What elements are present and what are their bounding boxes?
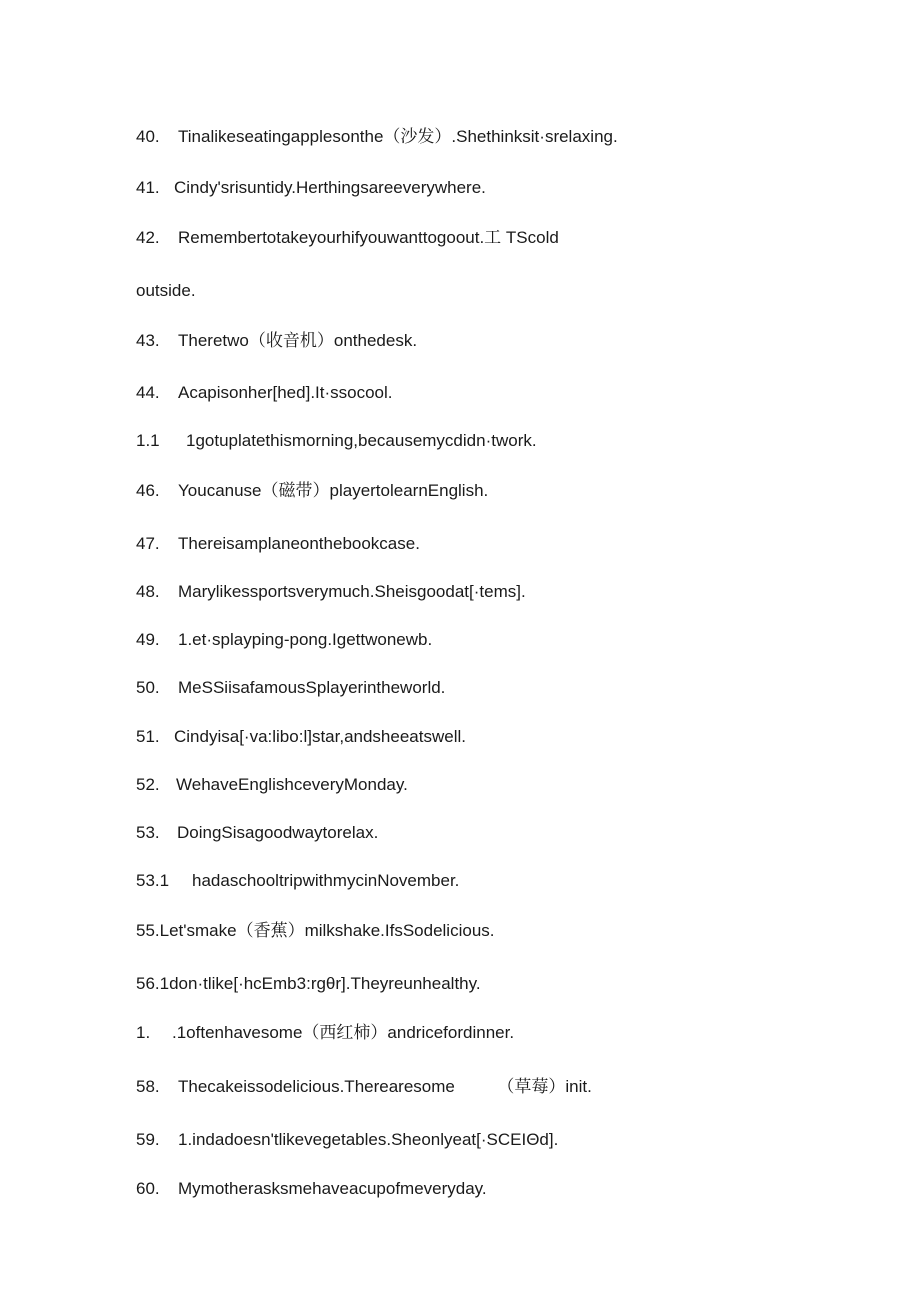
question-text: Thereisamplaneonthebookcase. — [178, 534, 420, 553]
question-number: 1. — [136, 1023, 151, 1042]
question-42-continuation — [136, 280, 196, 302]
question-42 — [136, 227, 559, 249]
question-number: 60. — [136, 1179, 160, 1198]
question-text: Youcanuse（磁带）playertolearnEnglish. — [178, 481, 489, 500]
question-59 — [136, 1129, 558, 1151]
question-number: 52. — [136, 775, 160, 794]
question-text: .1oftenhavesome（西红柿）andricefordinner. — [172, 1023, 515, 1042]
question-text: Cindyisa[·va:libo:l]star,andsheeatswell. — [174, 727, 466, 746]
question-number: 41. — [136, 178, 160, 197]
question-41 — [136, 177, 486, 199]
question-text: 1.indadoesn'tlikevegetables.Sheonlyeat[·SCEIΘd]. — [178, 1130, 559, 1149]
question-number: 53.1 — [136, 871, 170, 890]
question-52 — [136, 774, 408, 796]
question-text: Marylikessportsverymuch.Sheisgoodat[·tems]. — [178, 582, 526, 601]
question-49 — [136, 629, 432, 651]
question-55 — [136, 920, 495, 942]
question-45 — [136, 430, 537, 452]
question-text: hadaschooltripwithmycinNovember. — [192, 871, 460, 890]
question-text: MeSSiisafamousSplayerintheworld. — [178, 678, 446, 697]
question-text: 56.1don·tlike[·hcEmb3:rgθr].Theyreunhealthy. — [136, 974, 481, 993]
question-text: Acapisonher[hed].It·ssocool. — [178, 383, 393, 402]
question-text: Cindy'srisuntidy.Herthingsareeverywhere. — [174, 178, 486, 197]
question-47 — [136, 533, 420, 555]
question-text: Theretwo（收音机）onthedesk. — [178, 331, 418, 350]
question-number: 42. — [136, 228, 160, 247]
question-56 — [136, 973, 481, 995]
question-number: 50. — [136, 678, 160, 697]
question-number: 40. — [136, 127, 160, 146]
question-number: 48. — [136, 582, 160, 601]
question-50 — [136, 677, 445, 699]
question-text: Mymotherasksmehaveacupofmeveryday. — [178, 1179, 487, 1198]
question-number: 58. — [136, 1077, 160, 1096]
question-57 — [136, 1022, 514, 1044]
question-number: 53. — [136, 823, 160, 842]
question-number: 44. — [136, 383, 160, 402]
question-43 — [136, 330, 417, 352]
question-48 — [136, 581, 526, 603]
question-number: 59. — [136, 1130, 160, 1149]
question-60 — [136, 1178, 487, 1200]
question-text: Remembertotakeyourhifyouwanttogoout.工 TScold — [178, 228, 559, 247]
question-text: 1gotuplatethismorning,becausemycdidn·twork. — [186, 431, 537, 450]
question-text: DoingSisagoodwaytorelax. — [177, 823, 379, 842]
question-number: 46. — [136, 481, 160, 500]
question-text: 55.Let'smake（香蕉）milkshake.IfsSodelicious. — [136, 921, 495, 940]
question-53 — [136, 822, 378, 844]
question-text: Thecakeissodelicious.Therearesome （草莓）init. — [178, 1077, 592, 1096]
question-44 — [136, 382, 393, 404]
question-58 — [136, 1076, 592, 1098]
question-number: 43. — [136, 331, 160, 350]
question-number: 51. — [136, 727, 160, 746]
question-number: 1.1 — [136, 431, 160, 450]
question-number: 49. — [136, 630, 160, 649]
question-54 — [136, 870, 459, 892]
question-number: 47. — [136, 534, 160, 553]
question-51 — [136, 726, 466, 748]
question-text: 1.et·splayping-pong.Igettwonewb. — [178, 630, 433, 649]
question-text: outside. — [136, 281, 196, 300]
question-40 — [136, 126, 618, 148]
question-text: Tinalikeseatingapplesonthe（沙发）.Shethinksit·srelaxing. — [178, 127, 618, 146]
question-46 — [136, 480, 488, 502]
question-text: WehaveEnglishceveryMonday. — [176, 775, 408, 794]
